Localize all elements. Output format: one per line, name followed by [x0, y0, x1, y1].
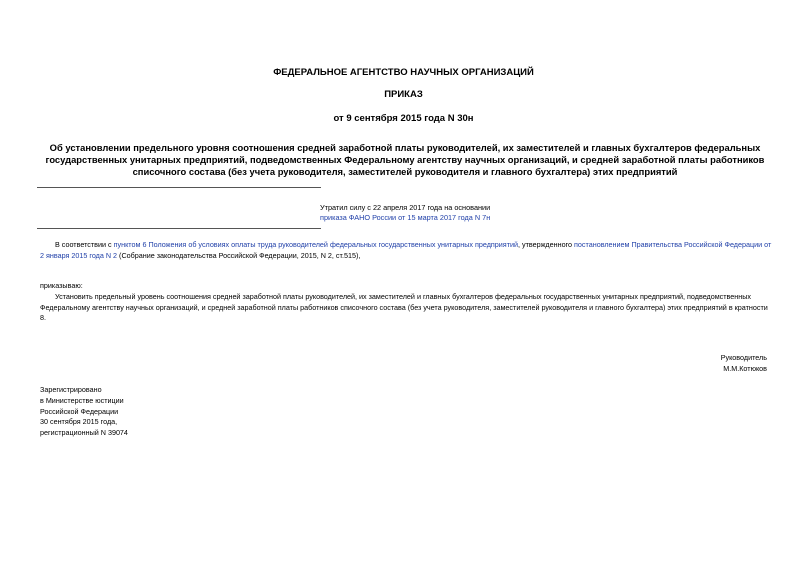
status-note-text: Утратил силу с 22 апреля 2017 года на основании	[320, 203, 491, 212]
signature-position: Руководитель	[720, 353, 767, 362]
document-title	[40, 142, 770, 178]
repeal-order-link[interactable]: приказа ФАНО России от 15 марта 2017 года N 7н	[320, 213, 491, 222]
preamble-line	[40, 251, 770, 262]
preamble-middle: , утвержденного	[518, 240, 575, 249]
government-resolution-link-date[interactable]: 2 января 2015 года N 2	[40, 250, 118, 260]
body-line: 8.	[40, 313, 46, 323]
preamble-suffix: (Собрание законодательства Российской Федерации, 2015, N 2, ст.515),	[117, 250, 361, 260]
body-line: Федеральному агентству научных организаций, и средней заработной платы работников списочного состава (без учета руководителя, заместителей руководителя и главного бухгалтера) этих предприятий в кратности	[40, 302, 768, 312]
regulation-point-link[interactable]: пунктом 6 Положения об условиях оплаты труда руководителей федеральных государственных унитарных предприятий	[113, 240, 519, 249]
title-line: Об установлении предельного уровня соотношения средней заработной платы руководителей, их заместителей и главных бухгалтеров федеральных	[49, 142, 761, 153]
agency-heading: ФЕДЕРАЛЬНОЕ АГЕНТСТВО НАУЧНЫХ ОРГАНИЗАЦИЙ	[273, 67, 534, 78]
status-note-link-row	[320, 213, 490, 222]
registration-block	[40, 385, 128, 439]
signature-name: М.М.Котюков	[723, 364, 767, 373]
order-body-paragraph	[40, 292, 770, 324]
preamble-paragraph	[40, 240, 770, 261]
title-line: государственных унитарных предприятий, подведомственных Федеральному агентству научных организаций, и средней заработной платы работников	[45, 154, 765, 165]
document-type-heading: ПРИКАЗ	[384, 89, 423, 100]
body-line: Установить предельный уровень соотношения средней заработной платы руководителей, их заместителей и главных бухгалтеров федеральных государственных унитарных предприятий, подведомственных	[55, 292, 751, 301]
registration-line: регистрационный N 39074	[40, 428, 128, 438]
government-resolution-link[interactable]: постановлением Правительства Российской Федерации от	[574, 240, 772, 249]
preamble-prefix: В соответствии с	[55, 240, 114, 249]
document-date-number: от 9 сентября 2015 года N 30н	[333, 113, 474, 124]
divider-bottom	[37, 228, 321, 229]
title-line: списочного состава (без учета руководителя, заместителей руководителя и главного бухгалтера) этих предприятий	[132, 166, 678, 177]
registration-line: в Министерстве юстиции	[40, 395, 124, 405]
registration-line: Российской Федерации	[40, 406, 119, 416]
preamble-line	[40, 240, 770, 251]
registration-line: 30 сентября 2015 года,	[40, 417, 118, 427]
registration-line: Зарегистрировано	[40, 385, 102, 394]
divider-top	[37, 187, 321, 188]
decree-word: приказываю:	[40, 281, 83, 290]
